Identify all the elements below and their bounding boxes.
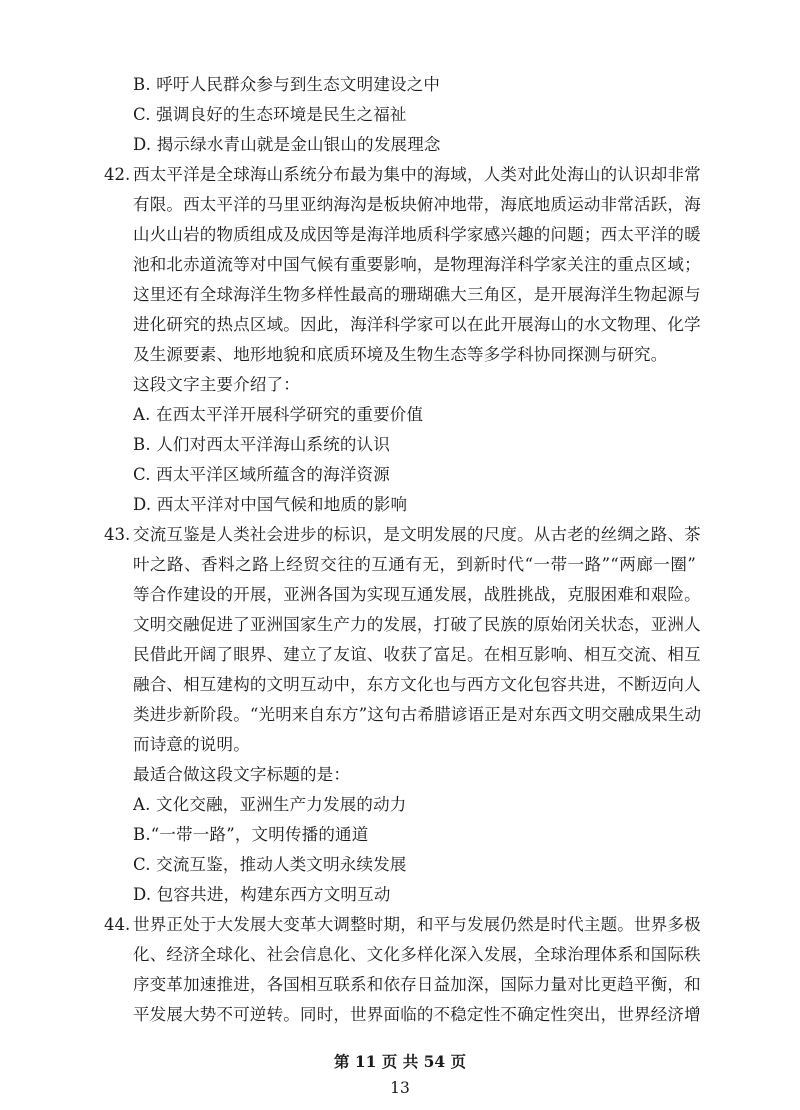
- q42-passage-line: 西太平洋是全球海山系统分布最为集中的海域，人类对此处海山的认识却非常: [133, 165, 701, 184]
- q43-option-b: B.“一带一路”，文明传播的通道: [133, 825, 369, 844]
- q42-passage-line: 有限。西太平洋的马里亚纳海沟是板块俯冲地带，海底地质运动非常活跃，海: [133, 195, 701, 214]
- q42-option-c: C. 西太平洋区域所蕴含的海洋资源: [133, 465, 390, 484]
- q44-passage-line: 世界正处于大发展大变革大调整时期，和平与发展仍然是时代主题。世界多极: [133, 915, 701, 934]
- q42-option-d: D. 西太平洋对中国气候和地质的影响: [133, 495, 408, 514]
- q43-passage-line: 而诗意的说明。: [133, 735, 250, 754]
- q43-passage-line: 民借此开阔了眼界、建立了友谊、收获了富足。在相互影响、相互交流、相互: [133, 645, 701, 664]
- q42-passage-line: 池和北赤道流等对中国气候有重要影响，是物理海洋科学家关注的重点区域；: [133, 255, 701, 274]
- q43-option-a: A. 文化交融，亚洲生产力发展的动力: [133, 795, 407, 814]
- q43-passage-line: 类进步新阶段。“光明来自东方”这句古希腊谚语正是对东西文明交融成果生动: [133, 705, 702, 724]
- q43-passage-line: 叶之路、香料之路上经贸交往的互通有无，到新时代“一带一路”“两廊一圈”: [133, 555, 696, 574]
- q44-passage-line: 化、经济全球化、社会信息化、文化多样化深入发展，全球治理体系和国际秩: [133, 945, 701, 964]
- q41-option-d: D. 揭示绿水青山就是金山银山的发展理念: [133, 135, 441, 154]
- page-number: 13: [390, 1079, 410, 1097]
- q43-passage-line: 融合、相互建构的文明互动中，东方文化也与西方文化包容共进，不断迈向人: [133, 675, 701, 694]
- q43-prompt: 最适合做这段文字标题的是：: [133, 765, 351, 784]
- q43-option-d: D. 包容共进，构建东西方文明互动: [133, 885, 391, 904]
- page-info: 第 11 页 共 54 页: [333, 1052, 467, 1071]
- q41-option-c: C. 强调良好的生态环境是民生之福祉: [133, 105, 407, 124]
- q43-passage-line: 交流互鉴是人类社会进步的标识，是文明发展的尺度。从古老的丝绸之路、茶: [133, 525, 701, 544]
- q44-passage-line: 平发展大势不可逆转。同时，世界面临的不稳定性不确定性突出，世界经济增: [133, 1005, 701, 1024]
- q42-passage-line: 进化研究的热点区域。因此，海洋科学家可以在此开展海山的水文物理、化学: [133, 315, 701, 334]
- q43-option-c: C. 交流互鉴，推动人类文明永续发展: [133, 855, 407, 874]
- q42-passage-line: 这里还有全球海洋生物多样性最高的珊瑚礁大三角区，是开展海洋生物起源与: [133, 285, 701, 304]
- q43-passage-line: 文明交融促进了亚洲国家生产力的发展，打破了民族的原始闭关状态，亚洲人: [133, 615, 701, 634]
- q42-number: 42.: [104, 165, 131, 184]
- q41-option-b: B. 呼吁人民群众参与到生态文明建设之中: [133, 75, 441, 94]
- q43-number: 43.: [104, 525, 131, 544]
- q44-passage-line: 序变革加速推进，各国相互联系和依存日益加深，国际力量对比更趋平衡，和: [133, 975, 701, 994]
- q42-passage-line: 及生源要素、地形地貌和底质环境及生物生态等多学科协同探测与研究。: [133, 345, 668, 364]
- q42-option-a: A. 在西太平洋开展科学研究的重要价值: [133, 405, 424, 424]
- q42-passage-line: 山火山岩的物质组成及成因等是海洋地质科学家感兴趣的问题；西太平洋的暖: [133, 225, 701, 244]
- q44-number: 44.: [104, 915, 131, 934]
- q42-option-b: B. 人们对西太平洋海山系统的认识: [133, 435, 391, 454]
- q43-passage-line: 等合作建设的开展，亚洲各国为实现互通发展，战胜挑战，克服困难和艰险。: [133, 585, 701, 604]
- q42-prompt: 这段文字主要介绍了：: [133, 375, 300, 394]
